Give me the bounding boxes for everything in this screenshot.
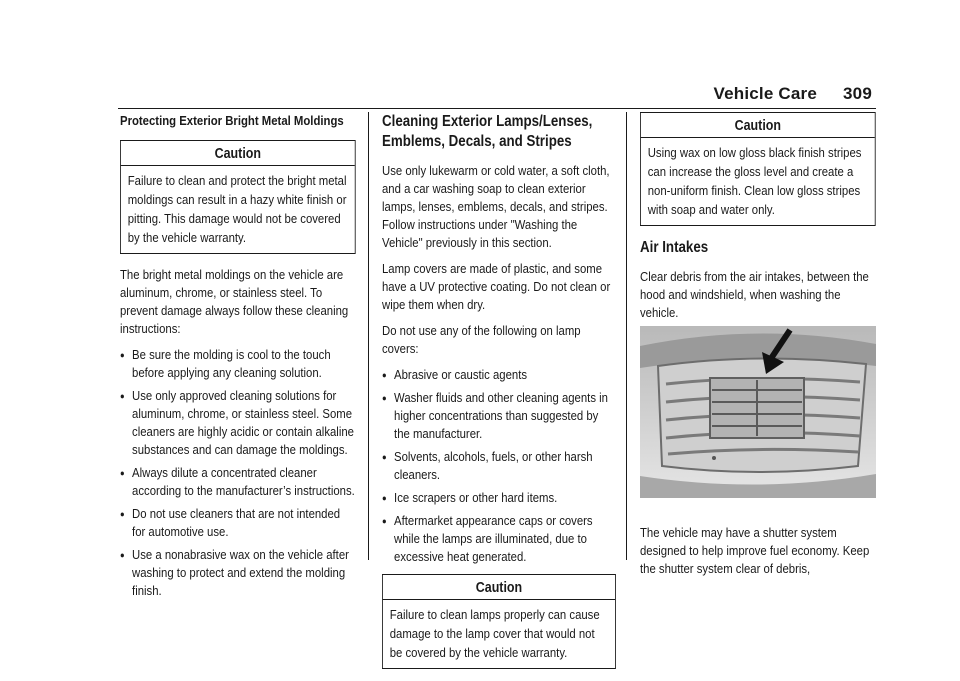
list-item: ● Always dilute a concentrated cleaner according to the manufacturer’s instructions. (120, 464, 356, 500)
list-item: ● Aftermarket appearance caps or covers while the lamps are illuminated, due to excessive heat generated. (382, 512, 616, 566)
header-rule (118, 108, 876, 109)
section-heading: Air Intakes (640, 239, 709, 256)
column-divider-1 (368, 112, 369, 560)
column-2 (382, 112, 616, 681)
caution-text: Using wax on low gloss black finish stripes can increase the gloss level and create a non-uniform finish. Clean low gloss stripes with soap and water only. (647, 145, 862, 217)
bullet-list (382, 366, 616, 566)
list-item: ● Abrasive or caustic agents (382, 366, 616, 384)
paragraph: Do not use any of the following on lamp covers: (382, 323, 581, 356)
caution-title: Caution (383, 575, 615, 600)
section-title: Vehicle Care (713, 84, 818, 103)
bullet-list (120, 346, 356, 600)
list-item: ● Solvents, alcohols, fuels, or other harsh cleaners. (382, 448, 616, 484)
paragraph: Clear debris from the air intakes, between the hood and windshield, when washing the vehicle. (640, 269, 869, 320)
column-1 (120, 112, 356, 608)
caution-text: Failure to clean and protect the bright metal moldings can result in a hazy white finish or pitting. This damage would not be covered by the vehicle warranty. (127, 173, 347, 245)
paragraph: Lamp covers are made of plastic, and some have a UV protective coating. Do not clean or wipe them when dry. (382, 261, 611, 312)
caution-box (120, 140, 356, 254)
caution-box (640, 112, 876, 226)
list-item: ● Ice scrapers or other hard items. (382, 489, 616, 507)
section-heading: Cleaning Exterior Lamps/Lenses, Emblems, Decals, and Stripes (382, 113, 593, 150)
list-item: ● Be sure the molding is cool to the touch before applying any cleaning solution. (120, 346, 356, 382)
paragraph: The vehicle may have a shutter system designed to help improve fuel economy. Keep the shutter system clear of debris, (640, 525, 870, 576)
caution-title: Caution (641, 113, 875, 138)
paragraph: The bright metal moldings on the vehicle are aluminum, chrome, or stainless steel. To prevent damage always follow these cleaning instructions: (120, 267, 349, 336)
list-item: ● Washer fluids and other cleaning agents in higher concentrations than suggested by the manufacturer. (382, 389, 616, 443)
list-item: ● Do not use cleaners that are not intended for automotive use. (120, 505, 356, 541)
list-item: ● Use a nonabrasive wax on the vehicle after washing to protect and extend the molding finish. (120, 546, 356, 600)
page-header (714, 84, 873, 104)
caution-box (382, 574, 616, 669)
column-3-continued (640, 524, 876, 586)
section-heading: Protecting Exterior Bright Metal Moldings (120, 113, 344, 128)
shutter-system-illustration (640, 326, 876, 498)
caution-text: Failure to clean lamps properly can cause damage to the lamp cover that would not be covered by the vehicle warranty. (389, 607, 600, 660)
column-divider-2 (626, 112, 627, 560)
page-number: 309 (843, 84, 872, 103)
list-item: ● Use only approved cleaning solutions for aluminum, chrome, or stainless steel. Some cleaners are highly acidic or contain alkaline substances and can damage the moldings. (120, 387, 356, 459)
paragraph: Use only lukewarm or cold water, a soft cloth, and a car washing soap to clean exterior lamps, lenses, emblems, decals, and stripes. Follow instructions under "Washing the Vehicle" previously in this section. (382, 163, 610, 250)
column-3 (640, 112, 876, 360)
caution-title: Caution (121, 141, 355, 166)
